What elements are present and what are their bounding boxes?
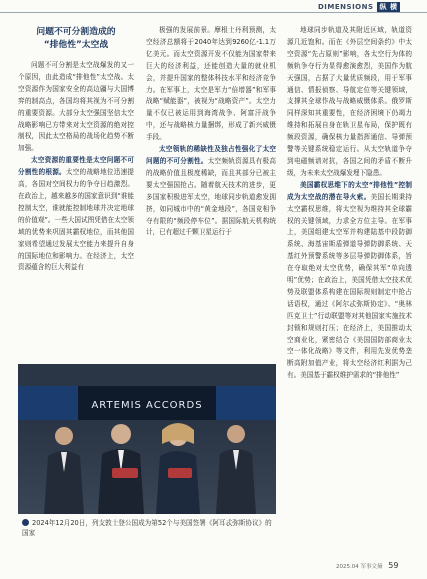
paragraph-text: 问题不可分割是太空战爆发的又一个原因，由此造成“排他性”太空战。太空资源作为国家安全的高边疆与大国博弈的制高点，各国均将其视为不可分割的重要资源。大部分太空强国坚信太空战略影响已方带来对太空资源的绝对控制权，因此太空格局的战场化趋势不断加强。 — [18, 61, 134, 153]
paragraph-text: 美国长期秉持太空霸权思维，将太空视为维持其全球霸权的关键领域，力求全方位主导。在军事上，美国组建太空军并构建陆基中段防御系统、海基宙斯盾弹道导弹防御系统、天基红外预警系统等多层导弹防御体系，旨在夺取绝对太空优势，确保其军“单向透明”优势；在政治上，美国凭借太空技术优势及联盟体系构建在国际规则制定中抢占话语权，通过《阿尔忒弥斯协定》、“奥林匹克卫士”行动联盟等对其他国家实施技术封锁和规则打压；在经济上，美国推动太空商业化，紧密结合《美国国防部商业太空一体化战略》等文件，利用先发优势垄断高附加值产业，将太空经济红利据为己有。美国基于霸权维护需求的“排他性” — [287, 192, 413, 380]
paragraph-lead: 太空领轨的稀缺性及独占性强化了太空问题的不可分割性。 — [146, 145, 276, 165]
section-title — [18, 26, 134, 52]
paragraph — [18, 60, 134, 155]
photo-illustration — [18, 364, 276, 514]
paragraph-text: 太空频轨资源具有极高的战略价值且极度稀缺，而且其部分已被主要太空强国抢占。随着航天技术的进步，更多国家积极进军太空，地球同步轨道愈发拥挤，如同城市中的“黄金地段”，各国竞相争夺有限的“频段停车位”。据国际航天机构统计，已有超过千颗卫星运行于 — [146, 156, 276, 237]
paragraph — [18, 155, 134, 274]
section-title-line: 问题不可分割造成的 — [36, 27, 116, 37]
column-badge: 纵 横 — [377, 2, 401, 12]
caption-bullet-icon — [22, 519, 29, 526]
magazine-name: 军事文摘 — [360, 564, 383, 570]
text-column-1 — [18, 60, 134, 274]
paragraph — [287, 180, 412, 382]
person-center-right — [156, 423, 200, 514]
section-title-line: “排他性”太空战 — [43, 40, 109, 50]
paragraph-text: 地球同步轨道及其附近区域，轨道资源几近饱和。而在《外层空间条约》中太空资源“先占原则”影响，各太空行为体的频轨争夺行为显得愈演愈烈，美国作为航天强国，占据了大量优质频段，用于军事通信、情报侦察、导航定位等关键领域，支撑其全球作战与战略威慑体系。俄罗斯同样深知其重要性，在经济困境下仍竭力维持和拓展自身在轨卫星布局，保护既有频段资源，确保核力量指挥通信、导弹预警等关键系统稳定运行。从太空轨道争夺到电磁频谱对抗，各国之间的矛盾不断升级，为未来太空战爆发埋下隐患。 — [287, 26, 412, 177]
paragraph — [287, 25, 412, 180]
text-column-3 — [287, 25, 412, 382]
paragraph-text: 极强的发展前景。摩根士丹利预测，太空经济总额将于2040年达到9260亿-1.1万亿美元。而太空资源开发不仅能为国家带来巨大的经济利益，还能创造大量的就业机会，并提升国家的整体科技水平和经济竞争力。在军事上，太空是军力“倍增器”和军事战略“赋能器”，被视为“战略资产”。太空力量不仅已被运用到海湾战争、阿富汗战争中，还与战略核力量捆绑，形成了新兴威慑手段。 — [146, 26, 276, 142]
running-header — [318, 2, 400, 12]
issue-date: 2025.04 — [336, 564, 359, 570]
header-rule — [0, 12, 427, 13]
photo-caption-text: 2024年12月20日，列支敦士登公国成为第52个与美国签署《阿耳忒弥斯协议》的国家 — [22, 519, 272, 537]
paragraph-lead: 美国霸权思维下的太空“排他性”控制成为太空战的潜在导火索。 — [287, 180, 412, 201]
signing-ceremony-photo — [18, 364, 276, 514]
text-column-2 — [146, 25, 276, 239]
page-footer — [336, 561, 398, 570]
photo-caption — [22, 518, 272, 538]
section-label: DIMENSIONS — [318, 3, 374, 11]
paragraph — [146, 25, 276, 144]
paragraph — [146, 144, 276, 239]
paragraph-text: 太空的战略地位迅速提高，各国对空间权力的争夺日趋激烈。在政治上，越来越多的国家意识到“谁能控制太空，谁就能控制地球并决定地球的价值观”。一些大国试图凭借在太空领域的优势来巩固其霸权地位，而其他国家则希望通过发展太空能力来提升自身的国际地位和影响力。在经济上，太空资源蕴含的巨大利益有 — [18, 168, 135, 272]
paragraph-lead: 太空资源的重要性是太空问题不可分割性的根源。 — [18, 156, 134, 177]
banner-text: ARTEMIS ACCORDS — [91, 400, 203, 411]
page-number: 59 — [388, 561, 399, 570]
